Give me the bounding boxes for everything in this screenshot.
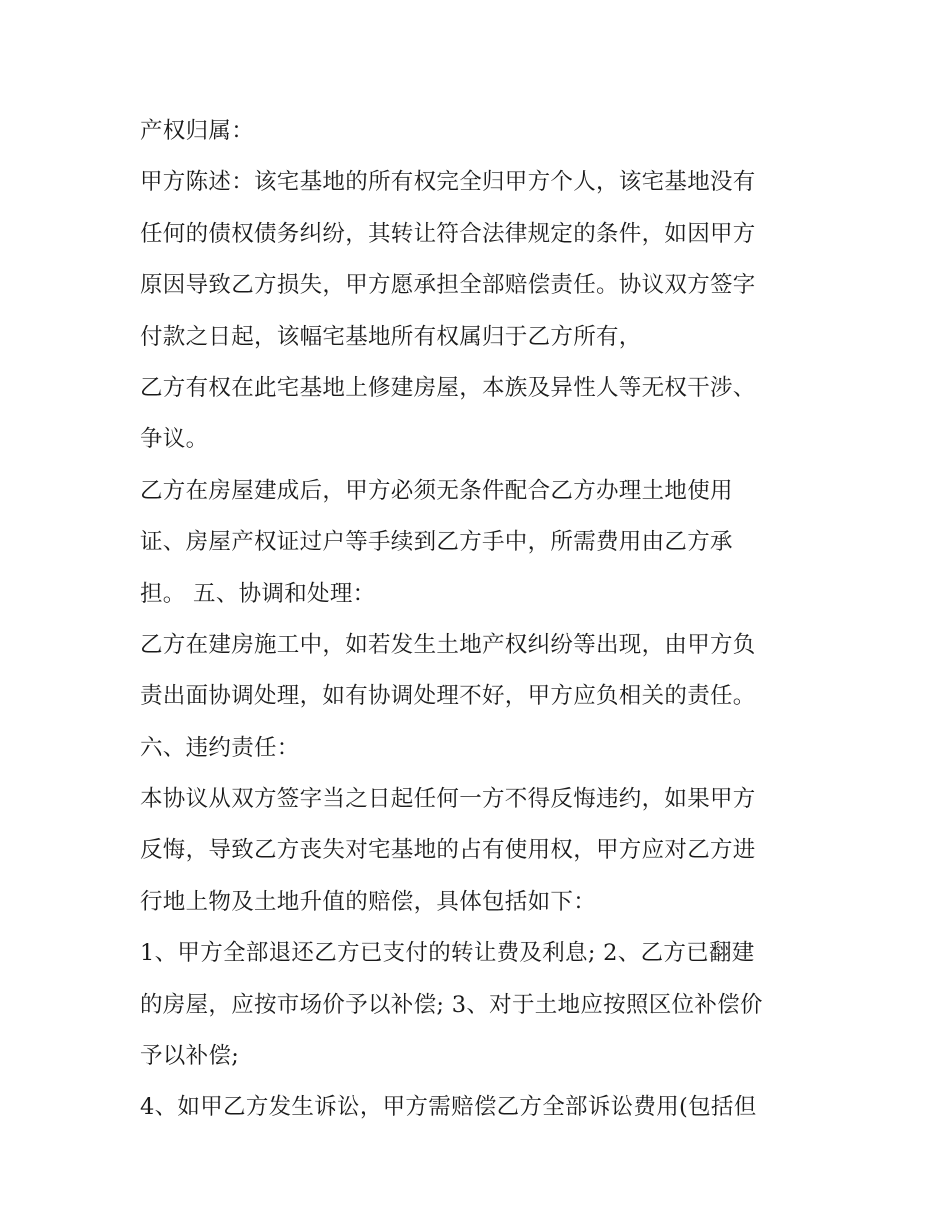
text-line: 甲方陈述：该宅基地的所有权完全归甲方个人，该宅基地没有 [140,169,756,196]
text-line: 责出面协调处理，如有协调处理不好，甲方应负相关的责任。 [140,683,756,710]
text-line: 1、甲方全部退还乙方已支付的转让费及利息; 2、乙方已翻建 [140,940,755,967]
text-line: 六、违约责任： [140,734,300,761]
text-line: 产权归属： [140,118,255,144]
text-line: 任何的债权债务纠纷，其转让符合法律规定的条件，如因甲方 [140,220,756,247]
text-line: 乙方在房屋建成后，甲方必须无条件配合乙方办理土地使用 [140,477,733,504]
text-line: 乙方有权在此宅基地上修建房屋，本族及异性人等无权干涉、 [140,374,756,401]
text-line: 4、如甲乙方发生诉讼，甲方需赔偿乙方全部诉讼费用(包括但 [140,1094,757,1121]
text-line: 的房屋，应按市场价予以补偿; 3、对于土地应按照区位补偿价 [140,991,763,1018]
text-line: 乙方在建房施工中，如若发生土地产权纠纷等出现，由甲方负 [140,631,756,658]
text-line: 行地上物及土地升值的赔偿，具体包括如下： [140,888,597,915]
text-line: 予以补偿; [140,1043,240,1070]
text-line: 本协议从双方签字当之日起任何一方不得反悔违约，如果甲方 [140,786,756,813]
text-line: 争议。 [140,426,209,453]
text-line: 付款之日起，该幅宅基地所有权属归于乙方所有， [140,323,642,350]
text-line: 担。 五、协调和处理： [140,580,376,607]
text-line: 反悔，导致乙方丧失对宅基地的占有使用权，甲方应对乙方进 [140,837,756,864]
document-body [140,106,820,1134]
text-line: 原因导致乙方损失，甲方愿承担全部赔偿责任。协议双方签字 [140,272,756,299]
text-line: 证、房屋产权证过户等手续到乙方手中，所需费用由乙方承 [140,529,733,556]
